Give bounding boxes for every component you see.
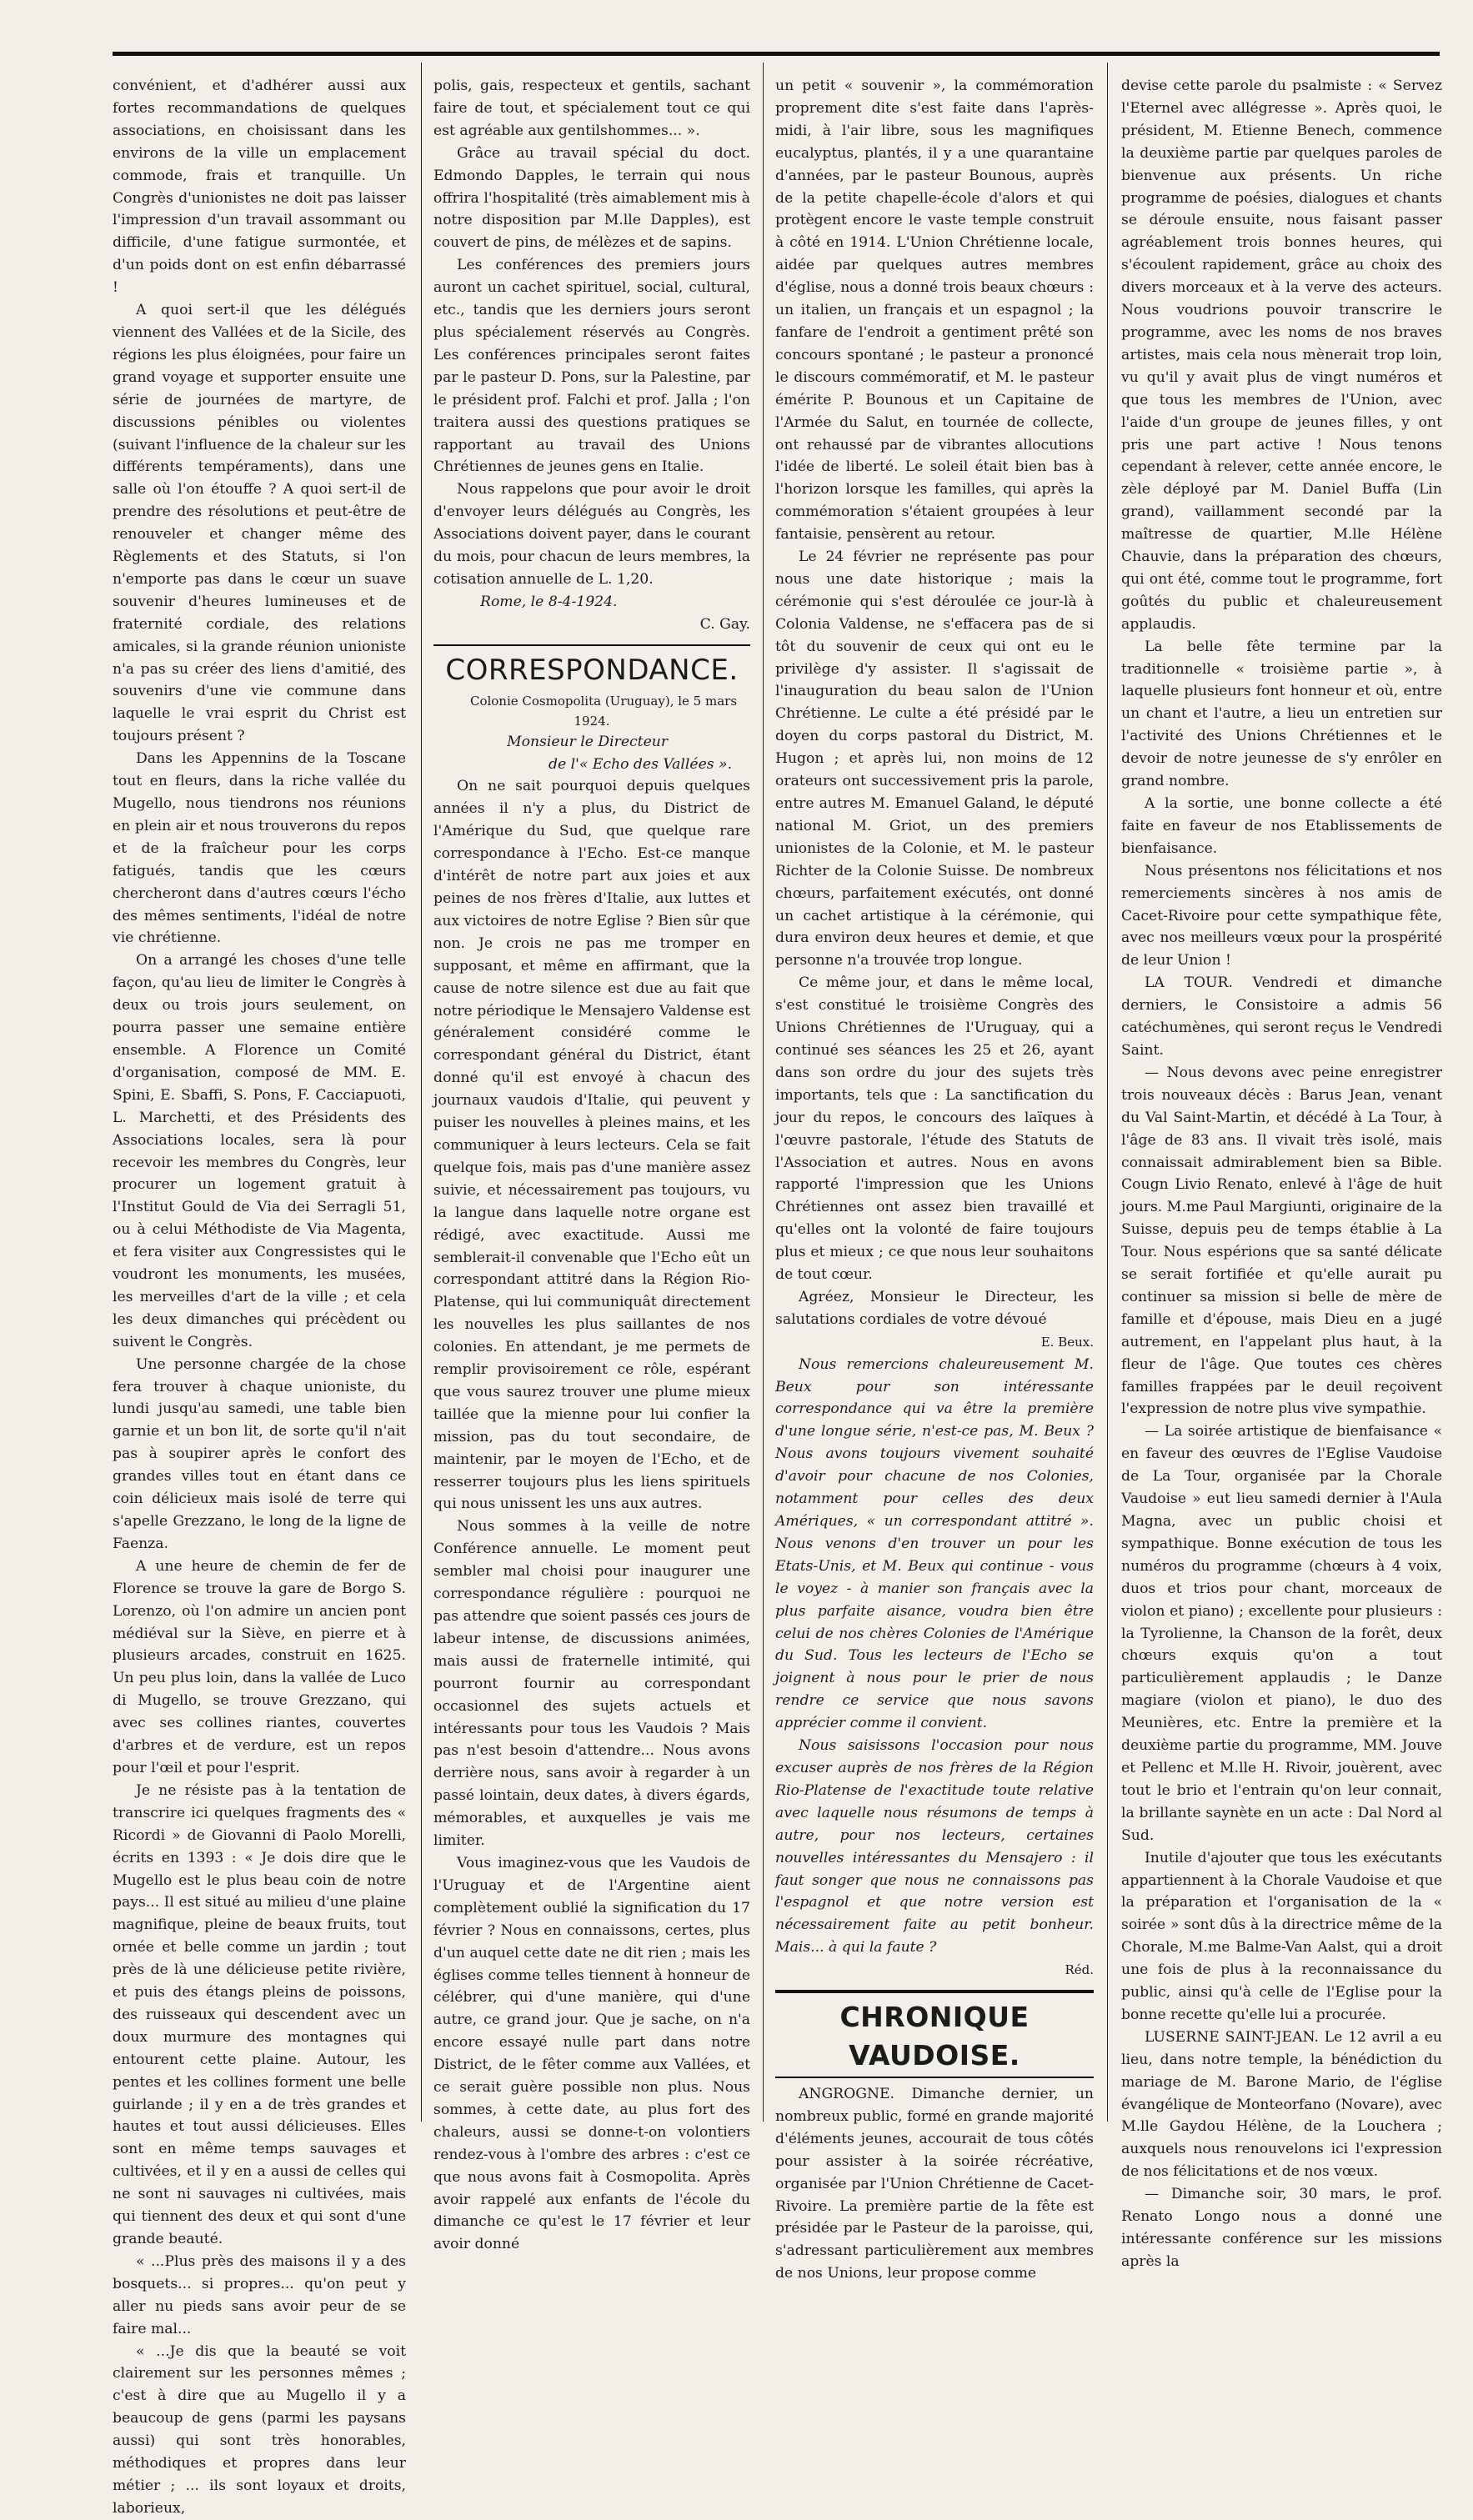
paragraph: Dans les Appennins de la Toscane tout en fleurs, dans la riche vallée du Mugello, nous tiendrons nos réunions en plein air et nous trouverons du repos et de la fraîcheur pour les corps fatigués, tandis que les cœurs chercheront dans d'autres cœurs l'écho des mêmes sentiments, l'idéal de notre vie chrétienne. [113,750,406,947]
section-rule [775,1990,1094,1993]
paragraph: Nous remercions chaleureusement M. Beux pour son intéressante correspondance qui va être la première d'une longue série, n'est-ce pas, M. Beux ? Nous avons toujours vivement souhaité d'avoir pour chacune de nos Colonies, notamment pour celles des deux Amériques, « un correspondant attitré ». Nous venons d'en trouver un pour les Etats-Unis, et M. Beux qui continue - vous le voyez - à manier son français avec la plus parfaite aisance, voudra bien être celui de nos chères Colonies de l'Amérique du Sud. Tous les lecteurs de l'Echo se joignent à nous pour le prier de nous rendre ce service que nous savons apprécier comme il convient. [775,1355,1094,1732]
dateline: Colonie Cosmopolita (Uruguay), le 5 mars 1924. [469,693,738,729]
paragraph: Nous rappelons que pour avoir le droit d'envoyer leurs délégués au Congrès, les Associations doivent payer, dans le courant du mois, pour chacun de leurs membres, la cotisation annuelle de L. 1,20. [433,481,750,588]
paragraph: « ...Plus près des maisons il y a des bosquets... si propres... qu'on peut y aller nu pieds sans avoir peur de se faire mal... [113,2252,406,2337]
column-rule [763,63,764,2122]
paragraph: Agréez, Monsieur le Directeur, les salutations cordiales de votre dévoué [775,1288,1094,1328]
column-4 [1121,75,1442,2270]
paragraph: — La soirée artistique de bienfaisance « en faveur des œuvres de l'Eglise Vaudoise de La Tour, organisée par la Chorale Vaudoise » eut lieu samedi dernier à l'Aula Magna, avec un public choisi et sympathique. Bonne exécution de tous les numéros du programme (chœurs à 4 voix, duos et trios pour chant, morceaux de violon et piano) ; excellente pour plusieurs : la Tyrolienne, la Chanson de la forêt, deux chœurs exquis qu'on a tout particulièrement applaudis ; le Danze magiare (violon et piano), le duo des Meunières, etc. Entre la première et la deuxième partie du programme, MM. Jouve et Pellenc et M.lle H. Rivoir, jouèrent, avec tout le brio et l'entrain qu'on leur connait, la brillante saynète en un acte : Dal Nord al Sud. [1121,1423,1442,1844]
paragraph: — Nous devons avec peine enregistrer trois nouveaux décès : Barus Jean, venant du Val Saint-Martin, et décédé à La Tour, à l'âge de 83 ans. Il vivait très isolé, mais connaissait admirablement bien sa Bible. Cougn Livio Renato, enlevé à l'âge de huit jours. M.me Paul Margiunti, originaire de la Suisse, depuis peu de temps établie à La Tour. Nous espérions que sa santé délicate se serait fortifiée et qu'elle aurait pu continuer sa mission si belle de mère de famille et d'épouse, mais Dieu en a jugé autrement, en l'appelant plus haut, à la fleur de l'âge. Que toutes ces chères familles frappées par le deuil reçoivent l'expression de notre plus vive sympathie. [1121,1064,1442,1418]
paragraph: Inutile d'ajouter que tous les exécutants appartiennent à la Chorale Vaudoise et que la préparation et l'organisation de la « soirée » sont dûs à la directrice même de la Chorale, M.me Balme-Van Aalst, qui a droit une fois de plus à la reconnaissance du public, ainsi qu'à celle de l'Eglise pour la bonne recette qu'elle lui a procurée. [1121,1849,1442,2023]
paragraph: ANGROGNE. Dimanche dernier, un nombreux public, formé en grande majorité d'éléments jeunes, accourait de tous côtés pour assister à la soirée récréative, organisée par l'Union Chrétienne de Cacet-Rivoire. La première partie de la fête est présidée par le Pasteur de la paroisse, qui, s'adressant particulièrement aux membres de nos Unions, leur propose comme [775,2086,1094,2282]
section-heading-correspondance: CORRESPONDANCE. [445,653,739,687]
column-3 [775,75,1094,2282]
paragraph: Nous sommes à la veille de notre Conférence annuelle. Le moment peut sembler mal choisi pour inaugurer une correspondance régulière : pourquoi ne pas attendre que soient passés ces jours de labeur intense, de discussions animées, mais aussi de fraternelle intimité, qui pourront fournir au correspondant occasionnel des sujets actuels et intéressants pour tous les Vaudois ? Mais pas n'est besoin d'attendre... Nous avons derrière nous, sans avoir à regarder à un passé lointain, deux dates, à divers égards, mémorables, et auxquelles je vais me limiter. [433,1518,750,1850]
editor-signature: Réd. [1065,1962,1094,1978]
paragraph: Le 24 février ne représente pas pour nous une date historique ; mais la cérémonie qui s'est déroulée ce jour-là à Colonia Valdense, ne s'effacera pas de si tôt du souvenir de ceux qui ont eu le privilège d'y assister. Il s'agissait de l'inauguration du beau salon de l'Union Chrétienne. Le culte a été présidé par le doyen du corps pastoral du District, M. Hugon ; et après lui, non moins de 12 orateurs ont successivement pris la parole, entre autres M. Emanuel Galand, le député national M. Griot, un des premiers unionistes de la Colonie, et M. le pasteur Richter de la Colonie Suisse. De nombreux chœurs, parfaitement exécutés, ont donné un cachet artistique à la cérémonie, qui dura environ deux heures et demie, et que personne n'a trouvée trop longue. [775,549,1094,969]
paragraph: A quoi sert-il que les délégués viennent des Vallées et de la Sicile, des régions les plus éloignées, pour faire un grand voyage et supporter ensuite une série de journées de martyre, de discussions pénibles ou violentes (suivant l'influence de la chaleur sur les différents tempéraments), dans une salle où l'on étouffe ? A quoi sert-il de prendre des résolutions et peut-être de renouveler et changer même des Règlements et des Statuts, si l'on n'emporte pas dans le cœur un suave souvenir d'heures lumineuses et de fraternité cordiale, des relations amicales, si la grande réunion unioniste n'a pas su créer des liens d'amitié, des souvenirs d'une vie commune dans laquelle le vrai esprit du Christ est toujours présent ? [113,302,406,745]
paragraph: polis, gais, respecteux et gentils, sachant faire de tout, et spécialement tout ce qui est agréable aux gentilshommes... ». [433,78,750,139]
top-rule [113,52,1440,56]
signature-name: E. Beux. [1040,1334,1094,1350]
column-2 [433,75,750,2253]
paragraph: Grâce au travail spécial du doct. Edmondo Dapples, le terrain qui nous offrira l'hospitalité (très aimablement mis à notre disposition par M.lle Dapples), est couvert de pins, de mélèzes et de sapins. [433,144,750,252]
paragraph: Les conférences des premiers jours auront un cachet spirituel, social, cultural, etc., tandis que les derniers jours seront plus spécialement réservés au Congrès. Les conférences principales seront faites par le pasteur D. Pons, sur la Palestine, par le président prof. Falchi et prof. Jalla ; l'on traitera aussi des questions pratiques se rapportant au travail des Unions Chrétiennes de jeunes gens en Italie. [433,257,750,476]
paragraph: LUSERNE SAINT-JEAN. Le 12 avril a eu lieu, dans notre temple, la bénédiction du mariage de M. Barone Mario, de l'église évangélique de Monteorfano (Novare), avec M.lle Gaydou Hélène, de la Louchera ; auxquels nous renouvelons ici l'expression de nos félicitations et de nos vœux. [1121,2028,1442,2181]
paragraph: un petit « souvenir », la commémoration proprement dite s'est faite dans l'après-midi, à l'air libre, sous les magnifiques eucalyptus, plantés, il y a une quarantaine d'années, par le pasteur Bounous, auprès de la petite chapelle-école d'alors et qui protègent encore le vaste temple construit à côté en 1914. L'Union Chrétienne locale, aidée par quelques autres membres d'église, nous a donné trois beaux chœurs : un italien, un français et un espagnol ; la fanfare de l'endroit a gentiment prêté son concours spontané ; le pasteur a prononcé le discours commémoratif, et M. le pasteur émérite P. Bounous et un Capitaine de l'Armée du Salut, en tournée de collecte, ont rehaussé par de vibrantes allocutions l'idée de liberté. Le soleil était bien bas à l'horizon lorsque les familles, qui après la commémoration s'étaient groupées à leur fantaisie, pensèrent au retour. [775,78,1094,544]
column-rule [1107,63,1108,2122]
paragraph: convénient, et d'adhérer aussi aux fortes recommandations de quelques associations, en choisissant dans les environs de la ville un emplacement commode, frais et tranquille. Un Congrès d'unionistes ne doit pas laisser l'impression d'un travail assommant ou difficile, d'une fatigue surmontée, et d'un poids dont on est enfin débarrassé ! [113,78,406,297]
paragraph: « ...Je dis que la beauté se voit clairement sur les personnes mêmes ; c'est à dire que au Mugello il y a beaucoup de gens (parmi les paysans aussi) qui sont très honorables, méthodiques et propres dans leur métier ; ... ils sont loyaux et droits, laborieux, [113,2342,406,2517]
paragraph: Nous présentons nos félicitations et nos remerciements sincères à nos amis de Cacet-Rivoire pour cette sympathique fête, avec nos meilleurs vœux pour la prospérité de leur Union ! [1121,862,1442,969]
paragraph: Ce même jour, et dans le même local, s'est constitué le troisième Congrès des Unions Chrétiennes de l'Uruguay, qui a continué ses séances les 25 et 26, ayant dans son ordre du jour des sujets très importants, tels que : La sanctification du jour du repos, le concours des laïques à l'œuvre pastorale, l'étude des Statuts de l'Association et autres. Nous en avons rapporté l'impression que les Unions Chrétiennes ont assez bien travaillé et qu'elles ont la volonté de faire toujours plus et mieux ; ce que nous leur souhaitons de tout cœur. [775,974,1094,1284]
section-rule [433,644,750,646]
paragraph: Nous saisissons l'occasion pour nous excuser auprès de nos frères de la Région Rio-Platense de l'exactitude toute relative avec laquelle nous résumons de temps à autre, pour nos lecteurs, certaines nouvelles intéressantes du Mensajero : il faut songer que nous ne connaissons pas l'espagnol et que notre version est nécessairement faite au petit bonheur. Mais... à qui la faute ? [775,1737,1094,1956]
section-heading-chronique: CHRONIQUE VAUDOISE. [839,2001,1030,2072]
paragraph: La belle fête termine par la traditionnelle « troisième partie », à laquelle plusieurs font honneur et où, entre un chant et l'autre, a lieu un entretien sur l'activité des Unions Chrétiennes et le devoir de notre jeunesse de s'y enrôler en grand nombre. [1121,638,1442,790]
section-rule [775,2077,1094,2078]
paragraph: On a arrangé les choses d'une telle façon, qu'au lieu de limiter le Congrès à deux ou trois jours seulement, on pourra passer une semaine entière ensemble. A Florence un Comité d'organisation, composé de MM. E. Spini, E. Sbaffi, S. Pons, F. Cacciapuoti, L. Marchetti, et des Présidents des Associations locales, sera là pour recevoir les membres du Congrès, leur procurer un logement gratuit à l'Institut Gould de Via dei Serragli 51, ou à celui Méthodiste de Via Magenta, et fera visiter aux Congressistes qui le voudront les monuments, les musées, les merveilles d'art de la ville ; et cela les deux dimanches qui précèdent ou suivent le Congrès. [113,952,406,1350]
paragraph: — Dimanche soir, 30 mars, le prof. Renato Longo nous a donné une intéressante conférence sur les missions après la [1121,2186,1442,2270]
paragraph: Vous imaginez-vous que les Vaudois de l'Uruguay et de l'Argentine aient complètement oublié la signification du 17 février ? Nous en connaissons, certes, plus d'un auquel cette date ne dit rien ; mais les églises comme telles tiennent à honneur de célébrer, qui d'une manière, qui d'une autre, ce grand jour. Que je sache, on n'a encore essayé nulle part dans notre District, de le fêter comme aux Vallées, et ce serait guère possible non plus. Nous sommes, à cette date, au plus fort des chaleurs, aussi se donne-t-on volontiers rendez-vous à l'ombre des arbres : c'est ce que nous avons fait à Cosmopolita. Après avoir rappelé aux enfants de l'école du dimanche ce qu'est le 17 février et leur avoir donné [433,1854,750,2253]
signature-line [433,591,750,614]
signature-place: Rome, le 8-4-1924. [480,593,618,610]
paragraph: LA TOUR. Vendredi et dimanche derniers, le Consistoire a admis 56 catéchumènes, qui seront reçus le Vendredi Saint. [1121,974,1442,1059]
paragraph: A la sortie, une bonne collecte a été faite en faveur de nos Etablissements de bienfaisance. [1121,795,1442,857]
paragraph: On ne sait pourquoi depuis quelques années il n'y a plus, du District de l'Amérique du Sud, que quelque rare correspondance à l'Echo. Est-ce manque d'intérêt de notre part aux joies et aux peines de nos frères d'Italie, aux luttes et aux victoires de notre Eglise ? Bien sûr que non. Je crois ne pas me tromper en supposant, et même en affirmant, que la cause de notre silence est due au fait que notre périodique le Mensajero Valdense est généralement considéré comme le correspondant général du District, étant donné qu'il est envoyé à chacun des journaux vaudois d'Italie, qui peuvent y puiser les nouvelles à pleines mains, et les communiquer à leurs lecteurs. Cela se fait quelque fois, mais pas d'une manière assez suivie, et nécessairement pas toujours, vu la langue dans laquelle notre organe est rédigé, avec exactitude. Aussi me semblerait-il convenable que l'Echo eût un correspondant attitré dans la Région Rio-Platense, qui lui communiquât directement les nouvelles les plus saillantes de nos colonies. En attendant, je me permets de remplir provisoirement ce rôle, espérant que vous saurez trouver une plume mieux taillée que la mienne pour lui confier la mission, pas du tout secondaire, de maintenir, par le moyen de l'Echo, et de resserrer toujours plus les liens spirituels qui nous unissent les uns aux autres. [433,778,750,1513]
column-1 [113,75,406,2517]
column-rule [421,63,422,2122]
paragraph: Une personne chargée de la chose fera trouver à chaque unioniste, du lundi jusqu'au samedi, une table bien garnie et un bon lit, de sorte qu'il n'ait pas à soupirer après le confort des grandes villes tout en étant dans ce coin délicieux mais isolé de terre qui s'apelle Grezzano, le long de la ligne de Faenza. [113,1355,406,1552]
paragraph: Je ne résiste pas à la tentation de transcrire ici quelques fragments des « Ricordi » de Giovanni di Paolo Morelli, écrits en 1393 : « Je dois dire que le Mugello est le plus beau coin de notre pays... Il est situé au milieu d'une plaine magnifique, pleine de beaux fruits, tout ornée et belle comme un jardin ; tout près de là une délicieuse petite rivière, et puis des étangs pleins de poissons, des ruisseaux qui descendent avec un doux murmure des montagnes qui entourent cette plaine. Autour, les pentes et les collines forment une belle guirlande ; il y en a de très grandes et hautes et tout aussi délicieuses. Elles sont en même temps sauvages et cultivées, et il y en a aussi de celles qui ne sont ni sauvages ni cultivées, mais qui tiennent des deux et qui sont d'une grande beauté. [113,1781,406,2247]
paragraph: A une heure de chemin de fer de Florence se trouve la gare de Borgo S. Lorenzo, où l'on admire un ancien pont médiéval sur la Siève, en pierre et à plusieurs arcades, construit en 1625. Un peu plus loin, dans la vallée de Luco di Mugello, se trouve Grezzano, qui avec ses collines riantes, couvertes d'arbres et de verdure, est un repos pour l'œil et pour l'esprit. [113,1557,406,1776]
paragraph: devise cette parole du psalmiste : « Servez l'Eternel avec allégresse ». Après quoi, le président, M. Etienne Benech, commence la deuxième partie par quelques paroles de bienvenue aux présents. Un riche programme de poésies, dialogues et chants se déroule ensuite, nous faisant passer agréablement trois bonnes heures, qui s'écoulent rapidement, grâce au choix des divers morceaux et à la verve des acteurs. Nous voudrions pouvoir transcrire le programme, avec les noms de nos braves artistes, mais cela nous mènerait trop loin, vu qu'il y avait plus de vingt numéros et que tous les membres de l'Union, avec l'aide d'un groupe de jeunes filles, y ont pris une part active ! Nous tenons cependant à relever, cette année encore, le zèle déployé par M. Daniel Buffa (Lin grand), vaillamment secondé par la maîtresse de quartier, M.lle Hélène Chauvie, dans la préparation des chœurs, qui ont été, comme tout le programme, fort goûtés du public et chaleureusement applaudis. [1121,78,1442,633]
address-line: Monsieur le Directeur [507,733,669,750]
editor-note [775,1354,1094,1959]
address-line: de l'« Echo des Vallées ». [549,755,733,773]
signature-name: C. Gay. [699,615,750,633]
